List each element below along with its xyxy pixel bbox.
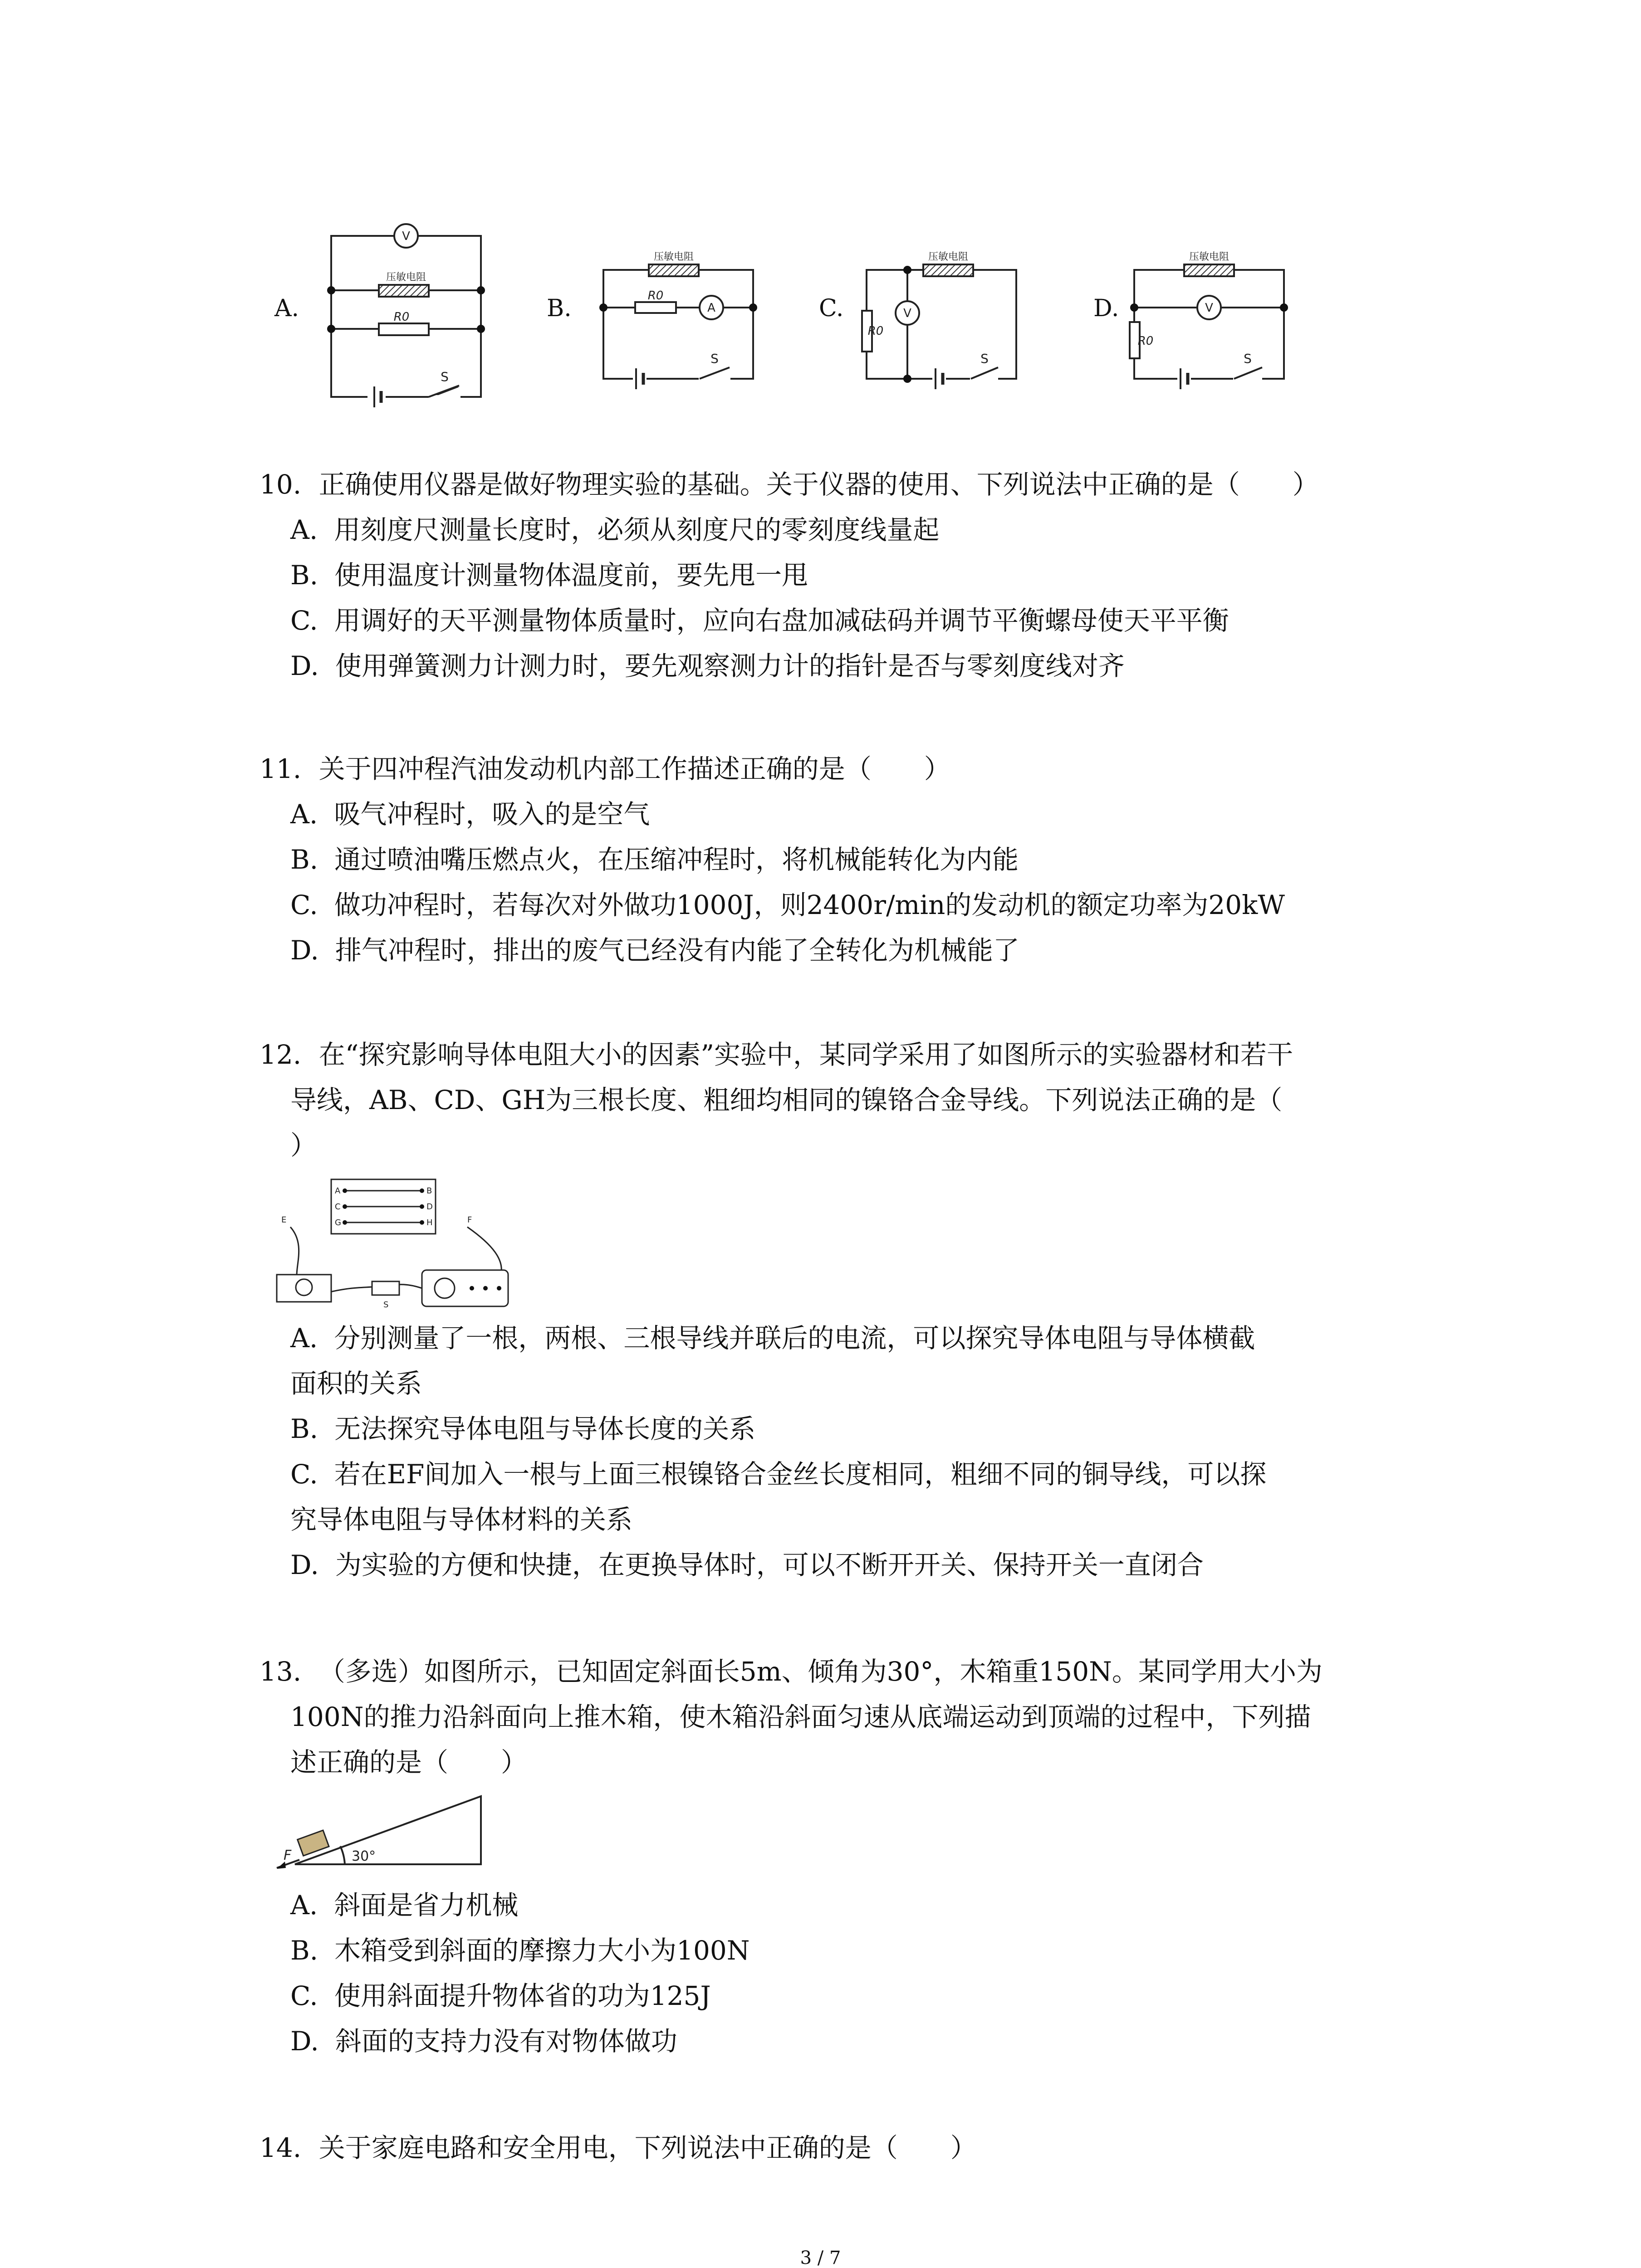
meter-a-b: A — [707, 301, 715, 315]
wire-label-h: H — [426, 1218, 433, 1227]
q10-option-a: A. 用刻度尺测量长度时，必须从刻度尺的零刻度线量起 — [290, 514, 940, 545]
question-13-line-3: 述正确的是（ ） — [290, 1747, 528, 1778]
wire-label-c: C — [335, 1202, 341, 1212]
q11-option-c: C. 做功冲程时，若每次对外做功1000J，则2400r/min的发动机的额定功率为20kW — [290, 890, 1285, 920]
question-stem: 正确使用仪器是做好物理实验的基础。关于仪器的使用、下列说法中正确的是（ ） — [318, 469, 1319, 500]
piezo-label-a: 压敏电阻 — [386, 272, 426, 283]
r0-label-b: R0 — [647, 289, 664, 303]
piezo-label-d: 压敏电阻 — [1189, 251, 1230, 263]
q12-option-c: C. 若在EF间加入一根与上面三根镍铬合金丝长度相同，粗细不同的铜导线，可以探 — [290, 1459, 1267, 1490]
switch-label-c: S — [980, 351, 989, 366]
q12-option-a: A. 分别测量了一根，两根、三根导线并联后的电流，可以探究导体电阻与导体横截 — [290, 1323, 1255, 1354]
circuit-b-label: B. — [547, 295, 572, 322]
question-stem-line-1: （多选）如图所示，已知固定斜面长5m、倾角为30°，木箱重150N。某同学用大小为 — [318, 1656, 1323, 1687]
question-12 — [260, 1032, 1293, 1077]
circuit-c — [862, 264, 1016, 389]
q13-option-d: D. 斜面的支持力没有对物体做功 — [290, 2026, 677, 2057]
page-number: 3 / 7 — [800, 2248, 841, 2268]
q13-option-a: A. 斜面是省力机械 — [290, 1890, 519, 1921]
q10-option-c: C. 用调好的天平测量物体质量时，应向右盘加减砝码并调节平衡螺母使天平平衡 — [290, 605, 1229, 636]
switch-label-b: S — [710, 351, 719, 366]
question-number: 11. — [260, 753, 302, 784]
switch-label-a: S — [441, 369, 449, 384]
q11-option-a: A. 吸气冲程时，吸入的是空气 — [290, 799, 650, 830]
question-14 — [260, 2125, 977, 2170]
circuit-c-label: C. — [819, 295, 844, 322]
meter-v-c: V — [903, 307, 911, 320]
piezo-label-c: 压敏电阻 — [928, 251, 969, 263]
question-number: 13. — [260, 1656, 302, 1687]
q10-option-b: B. 使用温度计测量物体温度前，要先甩一甩 — [290, 560, 808, 591]
question-stem: 关于家庭电路和安全用电，下列说法中正确的是（ ） — [318, 2132, 977, 2163]
force-label: F — [284, 1848, 292, 1863]
circuit-diagrams — [313, 213, 1338, 408]
q10-option-d: D. 使用弹簧测力计测力时，要先观察测力计的指针是否与零刻度线对齐 — [290, 650, 1125, 681]
question-number: 10. — [260, 469, 302, 500]
question-12-line-3: ） — [290, 1130, 317, 1161]
question-stem-line-1: 在“探究影响导体电阻大小的因素”实验中，某同学采用了如图所示的实验器材和若干 — [318, 1039, 1293, 1070]
r0-label-d: R0 — [1137, 334, 1154, 348]
q12-apparatus-figure — [272, 1170, 526, 1311]
q11-option-d: D. 排气冲程时，排出的废气已经没有内能了全转化为机械能了 — [290, 935, 1019, 966]
question-13-line-2: 100N的推力沿斜面向上推木箱，使木箱沿斜面匀速从底端运动到顶端的过程中，下列描 — [290, 1701, 1311, 1732]
piezo-label-b: 压敏电阻 — [653, 251, 694, 263]
terminal-f: F — [467, 1215, 472, 1225]
question-11 — [260, 746, 950, 792]
wire-label-b: B — [426, 1186, 432, 1196]
wire-label-d: D — [426, 1202, 433, 1212]
q12-option-d: D. 为实验的方便和快捷，在更换导体时，可以不断开开关、保持开关一直闭合 — [290, 1549, 1204, 1580]
question-10 — [260, 462, 1319, 507]
circuit-d-label: D. — [1093, 295, 1119, 322]
q11-option-b: B. 通过喷油嘴压燃点火，在压缩冲程时，将机械能转化为内能 — [290, 844, 1019, 875]
angle-label: 30° — [352, 1848, 376, 1864]
wire-label-g: G — [335, 1218, 341, 1227]
question-number: 12. — [260, 1039, 302, 1070]
q13-incline-figure — [272, 1787, 508, 1873]
question-number: 14. — [260, 2132, 302, 2163]
meter-v-d: V — [1205, 301, 1213, 315]
question-13 — [260, 1649, 1323, 1694]
r0-label-c: R0 — [867, 324, 884, 338]
r0-label-a: R0 — [393, 310, 410, 324]
circuit-b — [603, 264, 753, 389]
question-12-line-2: 导线，AB、CD、GH为三根长度、粗细均相同的镍铬合金导线。下列说法正确的是（ — [290, 1085, 1283, 1115]
q13-option-c: C. 使用斜面提升物体省的功为125J — [290, 1980, 711, 2011]
wire-label-a: A — [335, 1186, 341, 1196]
terminal-e: E — [281, 1215, 287, 1225]
question-stem: 关于四冲程汽油发动机内部工作描述正确的是（ ） — [318, 753, 950, 784]
meter-v-a: V — [402, 230, 410, 243]
q12-option-a-cont: 面积的关系 — [290, 1368, 422, 1399]
circuit-d — [1130, 264, 1284, 389]
circuit-a-label: A. — [274, 295, 299, 322]
q13-option-b: B. 木箱受到斜面的摩擦力大小为100N — [290, 1935, 750, 1966]
q12-option-b: B. 无法探究导体电阻与导体长度的关系 — [290, 1413, 756, 1444]
q12-option-c-cont: 究导体电阻与导体材料的关系 — [290, 1504, 633, 1535]
switch-s: S — [383, 1300, 389, 1310]
switch-label-d: S — [1244, 351, 1252, 366]
